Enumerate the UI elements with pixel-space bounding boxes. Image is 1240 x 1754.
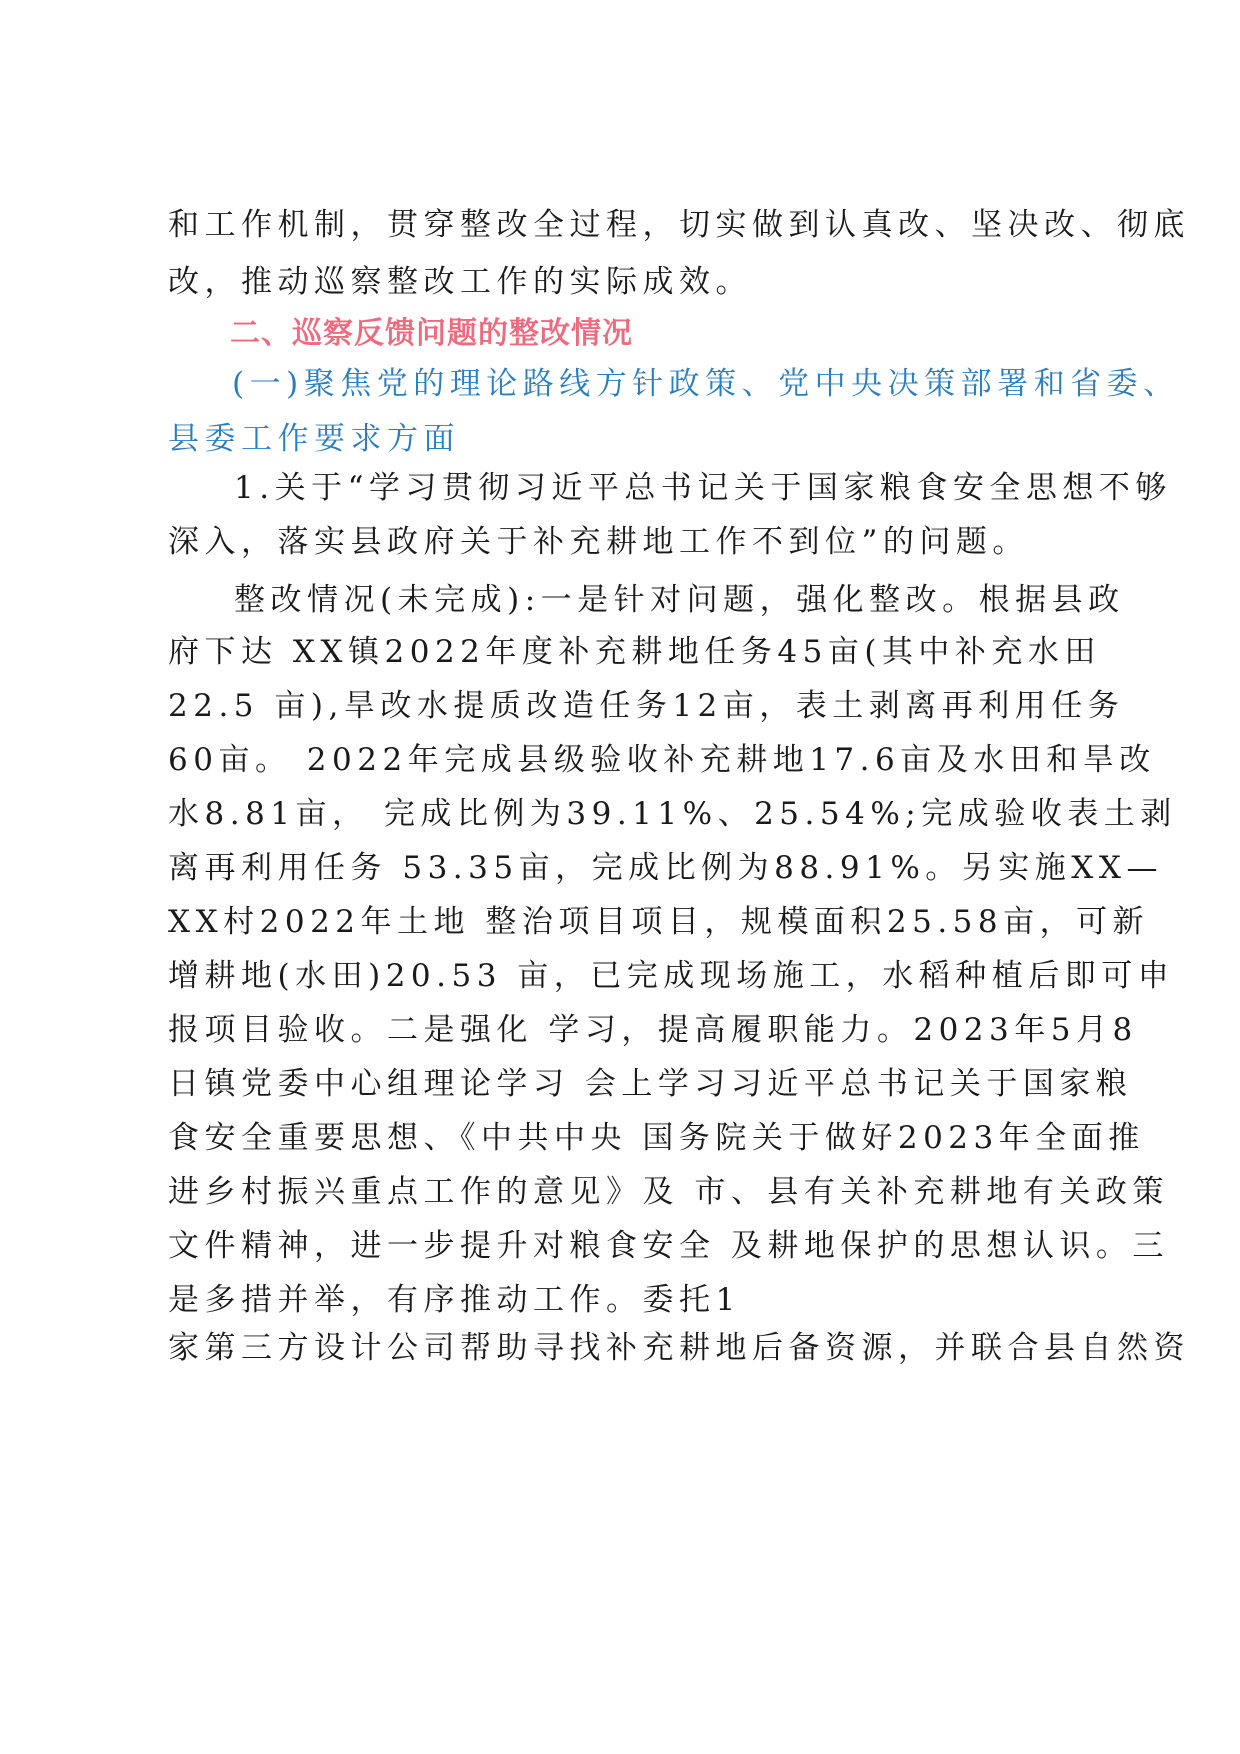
body-line: 整改情况(未完成):一是针对问题，强化整改。根据县政	[234, 582, 1125, 618]
item-title-line: 1.关于“学习贯彻习近平总书记关于国家粮食安全思想不够	[234, 470, 1172, 506]
section-heading: 二、巡察反馈问题的整改情况	[230, 316, 633, 351]
body-line: 进乡村振兴重点工作的意见》及 市、县有关补充耕地有关政策	[168, 1174, 1169, 1210]
body-line: 文件精神，进一步提升对粮食安全 及耕地保护的思想认识。三	[168, 1228, 1169, 1264]
intro-line: 改，推动巡察整改工作的实际成效。	[168, 264, 752, 300]
item-title-line: 深入，落实县政府关于补充耕地工作不到位”的问题。	[168, 524, 1029, 560]
body-line: 家第三方设计公司帮助寻找补充耕地后备资源，并联合县自然资	[168, 1330, 1190, 1366]
body-line: 府下达 XX镇2022年度补充耕地任务45亩(其中补充水田	[168, 634, 1101, 670]
body-line: 水8.81亩， 完成比例为39.11%、25.54%;完成验收表土剥	[168, 796, 1177, 832]
body-line: 食安全重要思想、《中共中央 国务院关于做好2023年全面推	[168, 1120, 1145, 1156]
body-line: 日镇党委中心组理论学习 会上学习习近平总书记关于国家粮	[168, 1066, 1133, 1102]
body-line: 60亩。 2022年完成县级验收补充耕地17.6亩及水田和旱改	[168, 742, 1156, 778]
body-line: 增耕地(水田)20.53 亩，已完成现场施工，水稻种植后即可申	[168, 958, 1175, 994]
subsection-heading-line: 县委工作要求方面	[168, 421, 460, 457]
body-line: 离再利用任务 53.35亩，完成比例为88.91%。另实施XX—	[168, 850, 1163, 886]
body-line: 22.5 亩),旱改水提质改造任务12亩，表土剥离再利用任务	[168, 688, 1125, 724]
intro-line: 和工作机制，贯穿整改全过程，切实做到认真改、坚决改、彻底	[168, 207, 1190, 243]
body-line: 是多措并举，有序推动工作。委托1	[168, 1282, 741, 1318]
body-line: 报项目验收。二是强化 学习，提高履职能力。2023年5月8	[168, 1012, 1138, 1048]
subsection-heading-line: (一)聚焦党的理论路线方针政策、党中央决策部署和省委、	[232, 366, 1180, 402]
body-line: XX村2022年土地 整治项目项目，规模面积25.58亩，可新	[168, 904, 1150, 940]
